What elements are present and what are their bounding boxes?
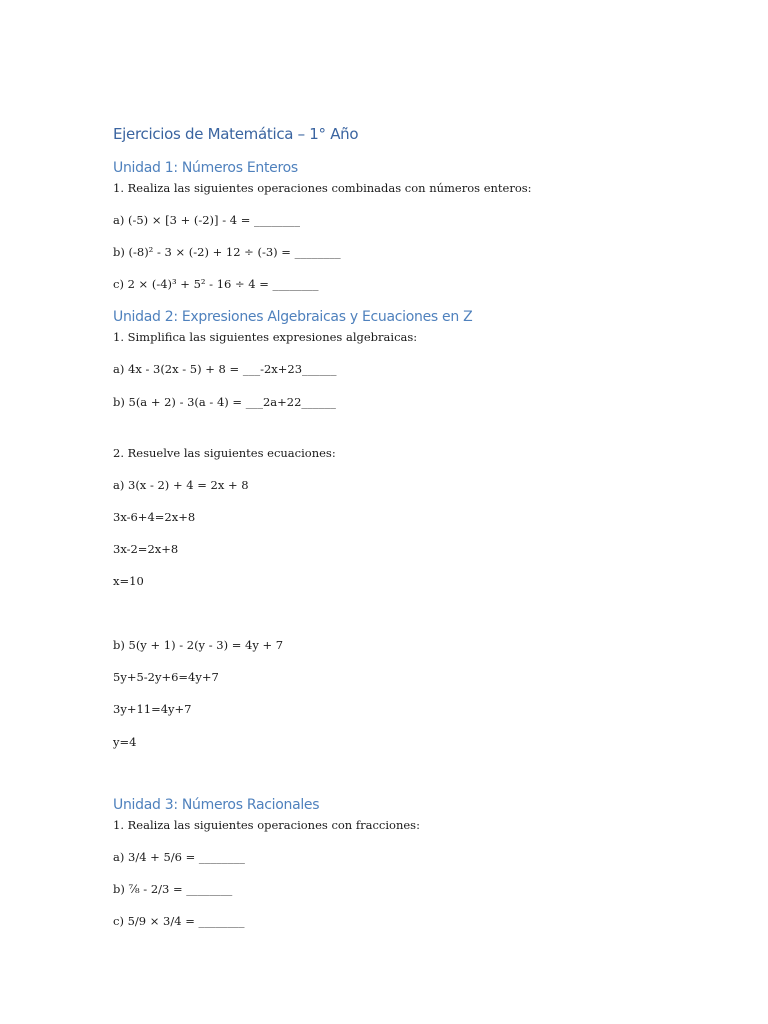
unit-1-instruction: 1. Realiza las siguientes operaciones combinadas con números enteros:: [113, 181, 532, 195]
unit-2-exercise-a: a) 4x - 3(2x - 5) + 8 = ___-2x+23______: [113, 362, 337, 376]
equation-a-step-3: x=10: [113, 574, 144, 588]
unit-2-heading: Unidad 2: Expresiones Algebraicas y Ecuaciones en Z: [113, 309, 473, 325]
unit-2-exercise-b: b) 5(a + 2) - 3(a - 4) = ___2a+22______: [113, 395, 336, 409]
equation-a-statement: a) 3(x - 2) + 4 = 2x + 8: [113, 478, 249, 492]
equation-b-step-1: 5y+5-2y+6=4y+7: [113, 670, 219, 684]
unit-1-exercise-b: b) (-8)² - 3 × (-2) + 12 ÷ (-3) = ________: [113, 245, 341, 259]
unit-1-exercise-a: a) (-5) × [3 + (-2)] - 4 = ________: [113, 213, 300, 227]
unit-3-exercise-b: b) ⅞ - 2/3 = ________: [113, 882, 233, 896]
equation-b-step-3: y=4: [113, 735, 137, 749]
unit-2-instruction-2: 2. Resuelve las siguientes ecuaciones:: [113, 446, 336, 460]
equation-a-step-1: 3x-6+4=2x+8: [113, 510, 196, 524]
unit-3-instruction: 1. Realiza las siguientes operaciones con fracciones:: [113, 818, 420, 832]
unit-1-exercise-c: c) 2 × (-4)³ + 5² - 16 ÷ 4 = ________: [113, 277, 319, 291]
page-title: Ejercicios de Matemática – 1° Año: [113, 125, 359, 143]
unit-1-heading: Unidad 1: Números Enteros: [113, 160, 298, 176]
equation-b-statement: b) 5(y + 1) - 2(y - 3) = 4y + 7: [113, 638, 284, 652]
equation-b-step-2: 3y+11=4y+7: [113, 702, 192, 716]
unit-3-heading: Unidad 3: Números Racionales: [113, 797, 320, 813]
equation-a-step-2: 3x-2=2x+8: [113, 542, 179, 556]
unit-2-instruction: 1. Simplifica las siguientes expresiones algebraicas:: [113, 330, 418, 344]
unit-3-exercise-a: a) 3/4 + 5/6 = ________: [113, 850, 245, 864]
unit-3-exercise-c: c) 5/9 × 3/4 = ________: [113, 914, 245, 928]
